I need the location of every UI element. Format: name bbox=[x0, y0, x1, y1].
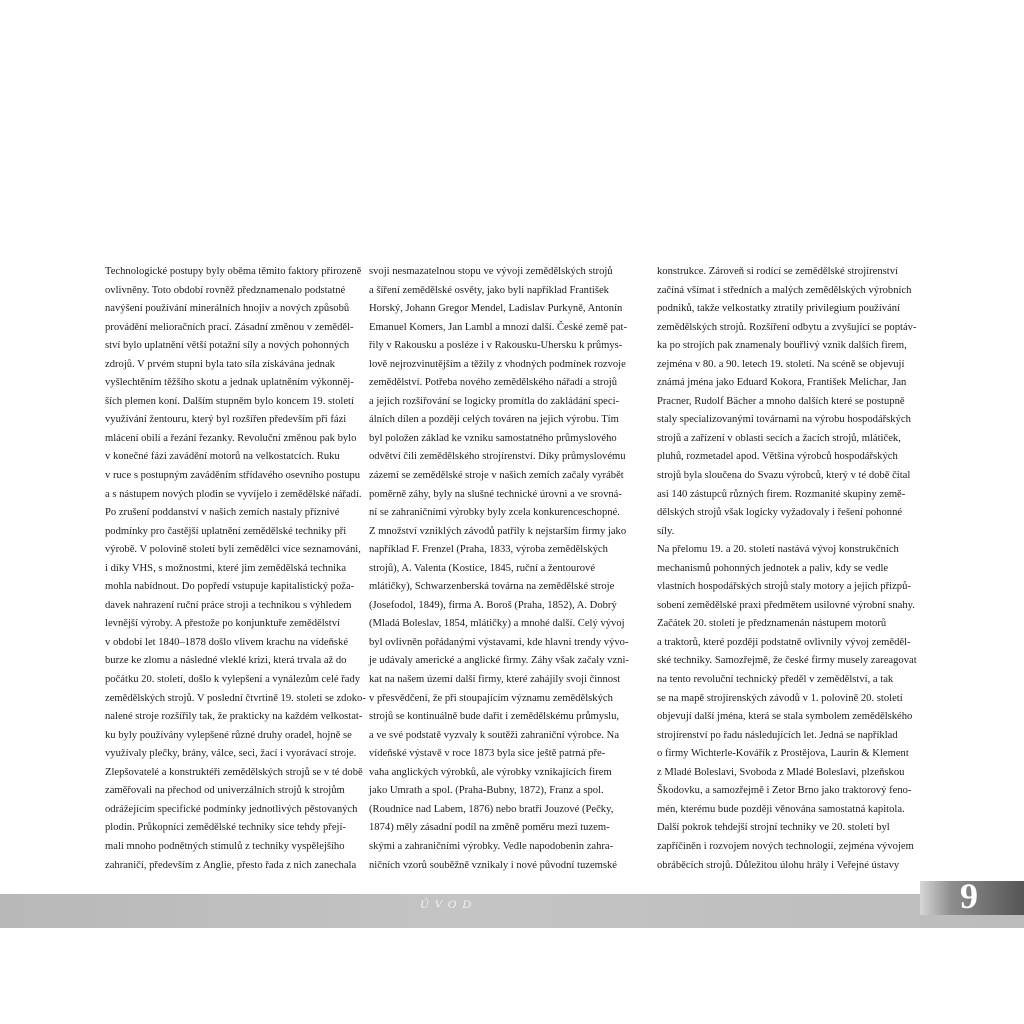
text-line: využívaly plečky, brány, válce, seci, žací i vyorávací stroje. bbox=[105, 748, 357, 760]
text-line: je udávaly americké a anglické firmy. Záhy však začaly vzni- bbox=[369, 655, 629, 667]
text-line: i díky VHS, s možnostmi, které jim zemědělská technika bbox=[105, 562, 347, 574]
text-line: Začátek 20. století je předznamenán nástupem motorů bbox=[657, 618, 887, 630]
text-line: vaha anglických výrobků, ale výrobky vznikajících firem bbox=[369, 766, 612, 778]
text-line: ničních vzorů souběžně vznikaly i nové původní tuzemské bbox=[369, 859, 618, 871]
text-line: o firmy Wichterle-Kovářík z Prostějova, Laurin & Klement bbox=[657, 748, 909, 760]
text-line: konstrukce. Zároveň si rodící se zemědělské strojírenství bbox=[657, 266, 898, 277]
text-line: davek nahrazení ruční práce stroji a technikou s výhledem bbox=[105, 599, 352, 611]
text-line: Z množství vzniklých závodů patřily k nejstarším firmy jako bbox=[369, 525, 627, 537]
text-line: vídeňské výstavě v roce 1873 byla sice ještě patrná pře- bbox=[369, 748, 606, 760]
text-line: Horský, Johann Gregor Mendel, Ladislav Purkyně, Antonín bbox=[369, 303, 623, 315]
text-line: zemědělství. Potřeba nového zemědělského nářadí a strojů bbox=[369, 377, 617, 389]
text-line: strojů), A. Valenta (Kostice, 1845, ruční a žentourové bbox=[369, 562, 596, 574]
text-line: zemědělských strojů. Rozšíření odbytu a zvyšující se poptáv- bbox=[657, 321, 917, 333]
text-line: jako Umrath a spol. (Praha-Bubny, 1872), Franz a spol. bbox=[369, 785, 604, 797]
text-line: Emanuel Komers, Jan Lambl a mnozí další. České země pat- bbox=[369, 321, 627, 333]
text-line: odrážejícím specifické podmínky jednotlivých pěstovaných bbox=[105, 803, 358, 815]
text-line: v období let 1840–1878 došlo vlivem krachu na vídeňské bbox=[105, 636, 349, 648]
text-line: a ve své podstatě vyzvaly k soutěži zahraniční výrobce. Na bbox=[369, 729, 620, 741]
text-line: poměrně záhy, byly na slušné technické úrovni a ve srovná- bbox=[369, 488, 622, 500]
text-line: Další pokrok tehdejší strojní techniky ve 20. století byl bbox=[657, 822, 890, 834]
text-column-1 bbox=[105, 263, 371, 875]
text-line: mechanismů pohonných jednotek a paliv, kdy se vedle bbox=[657, 562, 889, 574]
text-line: vlastních hospodářských strojů staly motory a jejich přizpů- bbox=[657, 581, 911, 593]
text-line: využívání žentouru, který byl rozšířen především při fázi bbox=[105, 414, 347, 426]
text-line: burze ke zlomu a následné vleklé krizi, která trvala až do bbox=[105, 655, 347, 667]
text-line: ku byly používány vylepšené různé druhy oradel, hojně se bbox=[105, 729, 352, 741]
text-line: sobení zemědělské praxi předmětem usilovné výrobní snahy. bbox=[657, 599, 915, 611]
text-line: mlácení obilí a řezání řezanky. Revoluční změnou pak bylo bbox=[105, 432, 357, 444]
text-line: 1874) měly zásadní podíl na změně poměru mezi tuzem- bbox=[369, 822, 610, 834]
text-line: Po zrušení poddanství v našich zemích nastaly příznivé bbox=[105, 507, 340, 519]
text-line: provádění melioračních prací. Zásadní změnou v zeměděl- bbox=[105, 321, 354, 333]
text-line: dělských strojů však logicky vyžadovaly i řešení pohonné bbox=[657, 507, 903, 519]
text-line: ství bylo uplatnění větší potažní síly a nových pohonných bbox=[105, 340, 350, 352]
text-line: zapříčiněn i rozvojem nových technologií, zejména vývojem bbox=[657, 840, 914, 852]
text-line: a s nástupem nových plodin se vyvíjelo i zemědělské nářadí. bbox=[105, 488, 362, 500]
text-line: nalené stroje rozšířily tak, že prakticky na každém velkostat- bbox=[105, 711, 363, 723]
text-line: strojů byla sloučena do Svazu výrobců, který v té době čítal bbox=[657, 470, 911, 482]
text-line: mlátičky), Schwarzenberská továrna na zemědělské stroje bbox=[369, 581, 615, 593]
text-line: zemědělských strojů. V poslední čtvrtině 19. století se zdoko- bbox=[105, 692, 366, 704]
text-line: síly. bbox=[657, 525, 675, 537]
text-line: podniků, takže velkostatky ztratily privilegium používání bbox=[657, 303, 901, 315]
text-line: levnější výroby. A přestože po konjunktuře zemědělství bbox=[105, 618, 340, 630]
text-line: v ruce s postupným zaváděním střídavého osevního postupu bbox=[105, 470, 361, 482]
text-line: Na přelomu 19. a 20. století nastává vývoj konstrukčních bbox=[657, 544, 899, 556]
footer-band bbox=[0, 894, 1024, 928]
text-line: plodin. Průkopníci zemědělské techniky sice tehdy přejí- bbox=[105, 822, 346, 834]
text-line: byl ovlivněn pořádanými výstavami, kde hlavní trendy vývo- bbox=[369, 636, 629, 648]
text-line: mali mnoho podnětných stimulů z techniky vyspělejšího bbox=[105, 840, 345, 852]
text-line: například F. Frenzel (Praha, 1833, výroba zemědělských bbox=[369, 544, 608, 556]
text-line: obráběcích strojů. Důležitou úlohu hrály i Veřejné ústavy bbox=[657, 859, 900, 871]
text-column-2 bbox=[369, 263, 635, 875]
text-line: objevují další jména, která se stala symbolem zemědělského bbox=[657, 711, 913, 723]
text-line: strojírenství po řadu následujících let. Jedná se například bbox=[657, 729, 898, 741]
text-line: podmínky pro častější uplatnění zemědělské techniky při bbox=[105, 525, 347, 537]
text-line: kat na našem území další firmy, které zahájily svoji činnost bbox=[369, 674, 621, 686]
text-line: zdrojů. V prvém stupni byla tato síla získávána jednak bbox=[105, 358, 335, 370]
text-line: mén, kterému bude později věnována samostatná kapitola. bbox=[657, 803, 905, 815]
text-line: pluhů, rozmetadel apod. Většina výrobců hospodářských bbox=[657, 451, 898, 463]
text-line: v konečné fázi zavádění motorů na velkostatcích. Ruku bbox=[105, 451, 340, 463]
text-line: začíná všímat i středních a malých zemědělských výrobních bbox=[657, 284, 912, 296]
text-line: svoji nesmazatelnou stopu ve vývoji zemědělských strojů bbox=[369, 266, 613, 277]
text-line: staly specializovanými továrnami na výrobu hospodářských bbox=[657, 414, 911, 426]
text-line: asi 140 zástupců různých firem. Rozmanité skupiny země- bbox=[657, 488, 906, 500]
text-line: řily v Rakousku a posléze i v Rakousku-Uhersku k průmys- bbox=[369, 340, 623, 352]
text-line: zázemí se zemědělské stroje v našich zemích začaly vyrábět bbox=[369, 470, 624, 482]
text-line: výrobě. V polovině století byli zemědělci více seznamováni, bbox=[105, 544, 361, 556]
text-line: a traktorů, které později podstatně ovlivnily vývoj zeměděl- bbox=[657, 636, 911, 648]
text-line: ské techniky. Samozřejmě, že české firmy musely zareagovat bbox=[657, 655, 917, 667]
text-line: počátku 20. století, došlo k vylepšení a vynálezům celé řady bbox=[105, 674, 361, 686]
text-line: Technologické postupy byly oběma těmito faktory přirozeně bbox=[105, 266, 362, 277]
text-line: ovlivněny. Toto období rovněž předznamenalo podstatné bbox=[105, 284, 346, 296]
text-line: álních dílen a později celých továren na jejich výrobu. Tím bbox=[369, 414, 619, 426]
text-line: navýšení používání minerálních hnojiv a nových způsobů bbox=[105, 303, 350, 315]
text-line: mohla nabídnout. Do popředí vstupuje kapitalistický poža- bbox=[105, 581, 355, 593]
text-line: známá jména jako Eduard Kokora, František Melichar, Jan bbox=[657, 377, 907, 389]
text-line: (Roudnice nad Labem, 1876) nebo bratři Jouzové (Pečky, bbox=[369, 803, 614, 815]
text-line: vyšlechtěním těžšího skotu a jednak uplatněním výkonněj- bbox=[105, 377, 354, 389]
text-line: v přesvědčení, že při stoupajícím významu zemědělských bbox=[369, 692, 613, 704]
text-line: odvětví čili zemědělského strojírenství. Díky průmyslovému bbox=[369, 451, 626, 463]
text-line: Škodovku, a samozřejmě i Zetor Brno jako traktorový feno- bbox=[657, 785, 912, 797]
text-column-3 bbox=[657, 263, 923, 875]
text-line: lově nejrozvinutějším a těžily z vhodných podmínek rozvoje bbox=[369, 358, 626, 370]
text-line: zaměřovali na přechod od univerzálních strojů k strojům bbox=[105, 785, 345, 797]
text-line: a jejich rozšiřování se logicky promítla do zakládání speci- bbox=[369, 395, 620, 407]
text-line: (Josefodol, 1849), firma A. Boroš (Praha, 1852), A. Dobrý bbox=[369, 599, 617, 611]
text-line: se na mapě strojírenských závodů v 1. polovině 20. století bbox=[657, 692, 903, 704]
text-line: Pracner, Rudolf Bächer a mnoho dalších které se postupně bbox=[657, 395, 905, 407]
text-line: strojů a zařízení v oblasti secích a žacích strojů, mlátiček, bbox=[657, 432, 901, 444]
text-line: strojů se kontinuálně bude dařit i zemědělskému průmyslu, bbox=[369, 711, 620, 723]
text-line: ka po strojích pak znamenaly bouřlivý vznik dalších firem, bbox=[657, 340, 907, 352]
text-line: (Mladá Boleslav, 1854, mlátičky) a mnohé další. Celý vývoj bbox=[369, 618, 625, 630]
text-line: ších plemen koní. Dalším stupněm bylo koncem 19. století bbox=[105, 395, 354, 407]
text-line: zejména v 80. a 90. letech 19. století. Na scéně se objevují bbox=[657, 358, 905, 370]
page-number: 9 bbox=[960, 876, 978, 916]
text-line: ní se zahraničními výrobky byly zcela konkurenceschopné. bbox=[369, 507, 620, 519]
text-line: z Mladé Boleslavi, Svoboda z Mladé Boleslavi, plzeňskou bbox=[657, 766, 905, 778]
text-line: na tento revoluční technický předěl v zemědělství, a tak bbox=[657, 674, 894, 686]
section-label: ÚVOD bbox=[420, 897, 477, 911]
text-line: byl položen základ ke vzniku samostatného průmyslového bbox=[369, 432, 617, 444]
text-line: Zlepšovatelé a konstruktéři zemědělských strojů se v té době bbox=[105, 766, 363, 778]
text-line: skými a zahraničními výrobky. Vedle napodobenin zahra- bbox=[369, 840, 614, 852]
text-line: a šíření zemědělské osvěty, jako byli například František bbox=[369, 284, 609, 296]
text-line: zahraničí, především z Anglie, přesto řada z nich zanechala bbox=[105, 859, 357, 871]
